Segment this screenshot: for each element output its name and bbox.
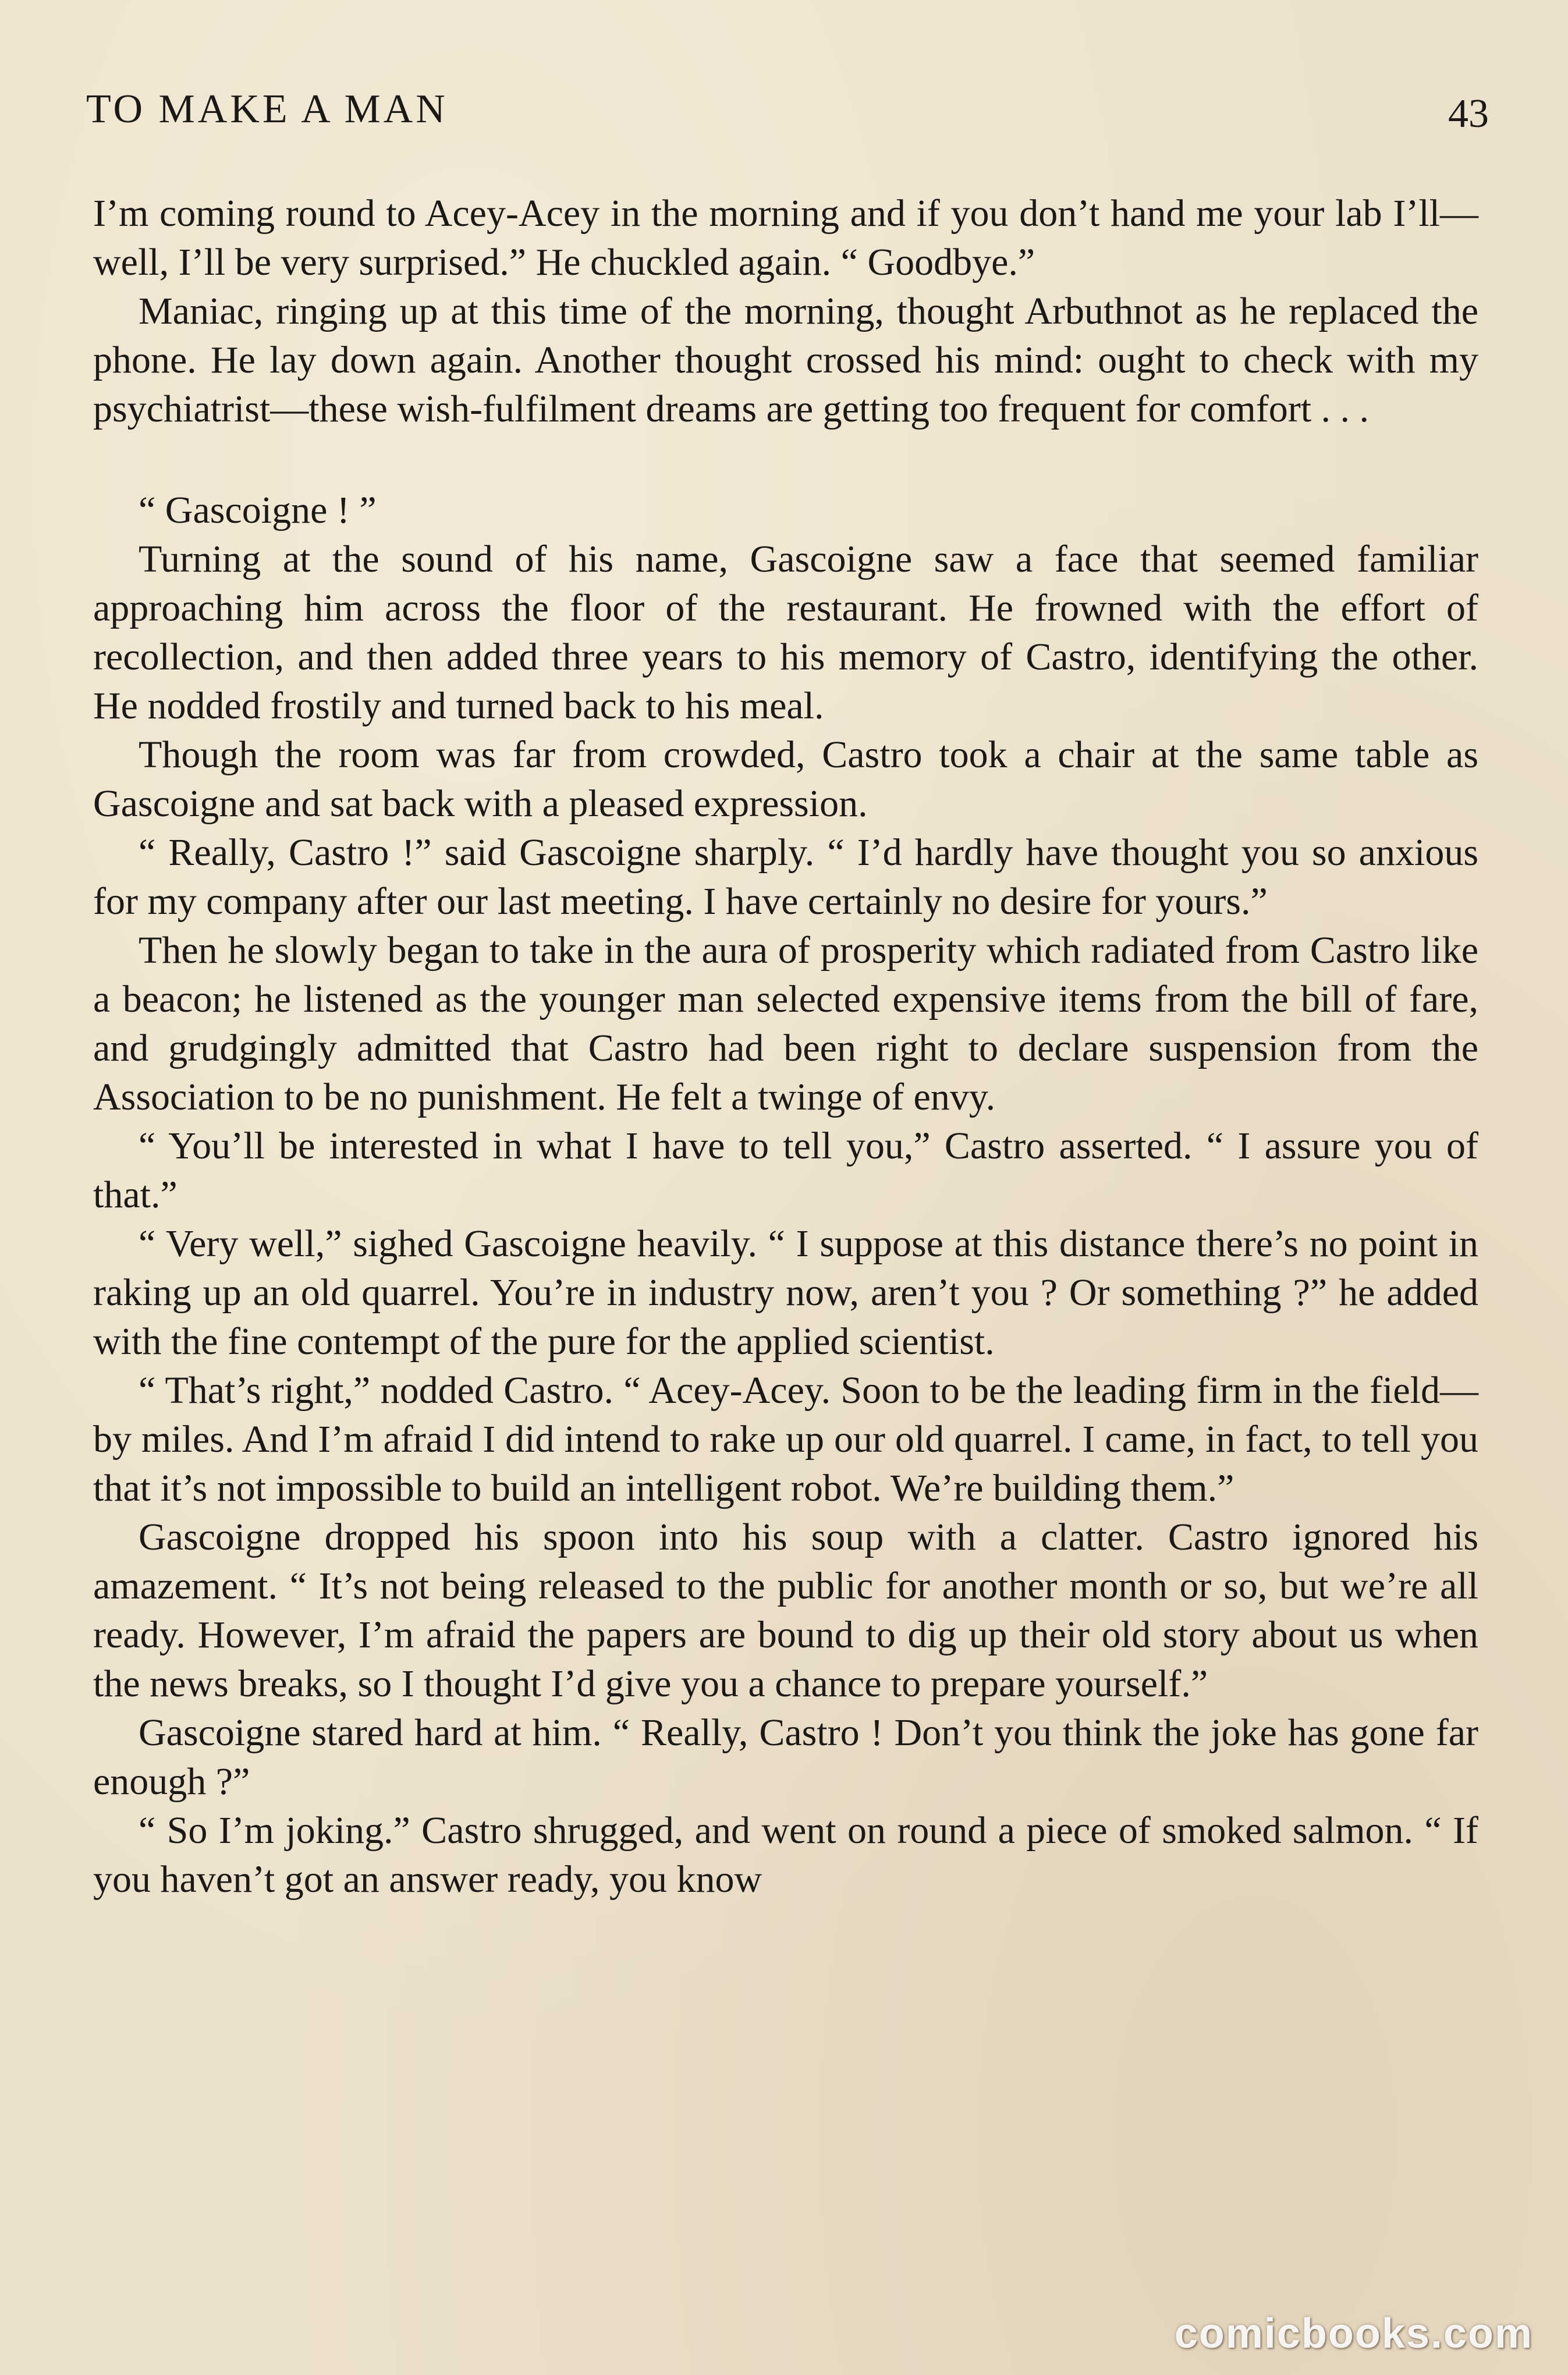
paragraph: Gascoigne stared hard at him. “ Really, Castro ! Don’t you think the joke has gone far enough ?” [93,1711,1478,1803]
paragraph: Maniac, ringing up at this time of the morning, thought Arbuthnot as he replaced the phone. He lay down again. Another thought crossed his mind: ought to check with my psychiatrist—these wish-fulfilment dreams are getting too frequent for comfort . . . [93,290,1478,430]
paragraph: “ You’ll be interested in what I have to tell you,” Castro asserted. “ I assure you of that.” [93,1125,1478,1216]
paragraph: “ Gascoigne ! ” [139,489,377,531]
running-head: TO MAKE A MAN [86,87,448,132]
page-number: 43 [1448,91,1489,136]
paragraph: “ Really, Castro !” said Gascoigne sharply. “ I’d hardly have thought you so anxious for my company after our last meeting. I have certainly no desire for yours.” [93,831,1478,923]
watermark: comicbooks.com [1174,2310,1533,2357]
paragraph: “ Very well,” sighed Gascoigne heavily. “ I suppose at this distance there’s no point in raking up an old quarrel. You’re in industry now, aren’t you ? Or something ?” he added with the fine contempt of the pure for the applied scientist. [93,1222,1478,1363]
paragraph: “ That’s right,” nodded Castro. “ Acey-Acey. Soon to be the leading firm in the field—by miles. And I’m afraid I did intend to rake up our old quarrel. I came, in fact, to tell you that it’s not impossible to build an intelligent robot. We’re building them.” [93,1369,1478,1509]
paragraph: I’m coming round to Acey-Acey in the morning and if you don’t hand me your lab I’ll—well, I’ll be very surprised.” He chuckled again. “ Goodbye.” [93,192,1478,283]
page-header [86,86,1489,150]
paragraph: Turning at the sound of his name, Gascoigne saw a face that seemed familiar approaching him across the floor of the restaurant. He frowned with the effort of recollection, and then added three years to his memory of Castro, identifying the other. He nodded frostily and turned back to his meal. [93,538,1478,727]
paragraph: Gascoigne dropped his spoon into his soup with a clatter. Castro ignored his amazement. “ It’s not being released to the public for another month or so, but we’re all ready. However, I’m afraid the papers are bound to dig up their old story about us when the news breaks, so I thought I’d give you a chance to prepare yourself.” [93,1516,1478,1705]
paragraph: “ So I’m joking.” Castro shrugged, and went on round a piece of smoked salmon. “ If you haven’t got an answer ready, you know [93,1809,1478,1901]
section-break [93,434,1478,486]
paragraph: Then he slowly began to take in the aura of prosperity which radiated from Castro like a beacon; he listened as the younger man selected expensive items from the bill of fare, and grudgingly admitted that Castro had been right to declare suspension from the Association to be no punishment. He felt a twinge of envy. [93,929,1478,1118]
paragraph: Though the room was far from crowded, Castro took a chair at the same table as Gascoigne and sat back with a pleased expression. [93,733,1478,825]
body-text [93,189,1478,1904]
